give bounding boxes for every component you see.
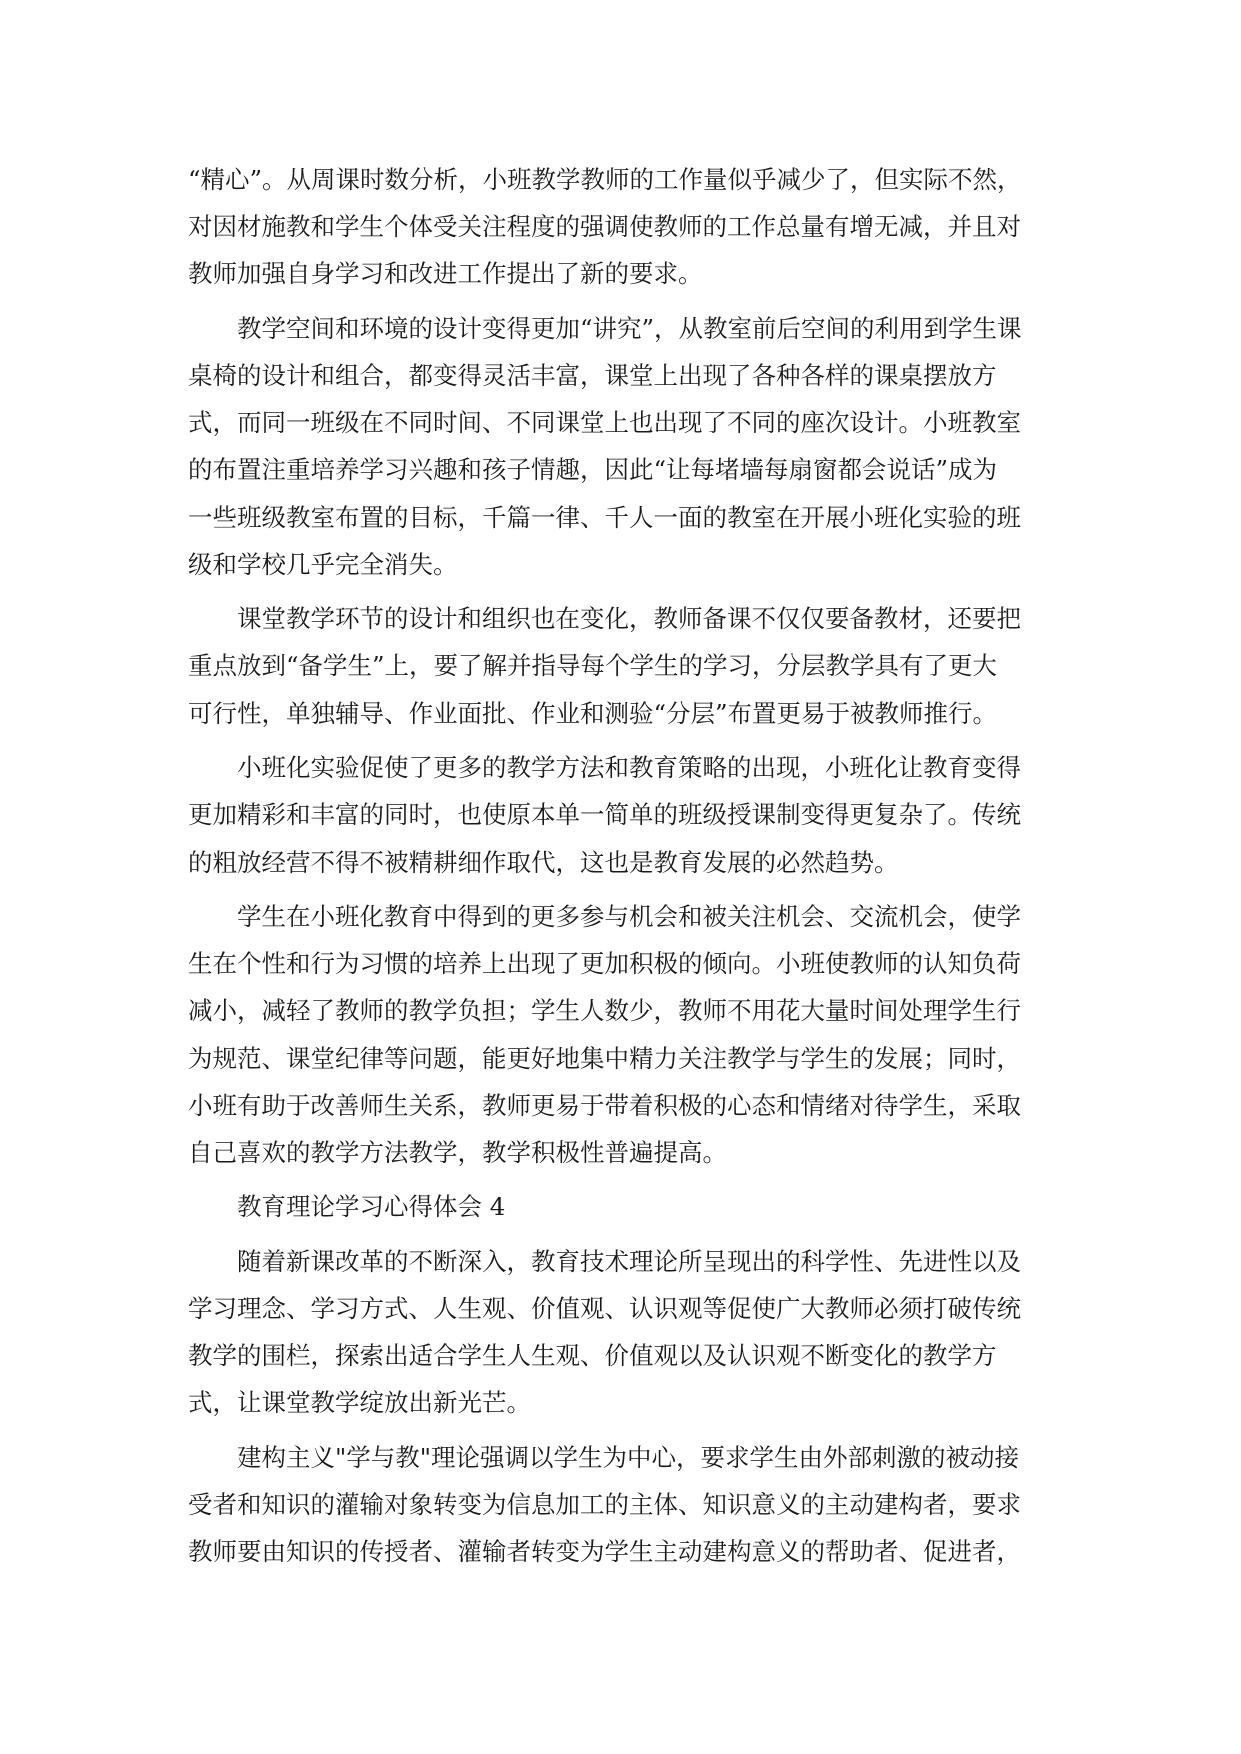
text-line: 的粗放经营不得不被精耕细作取代，这也是教育发展的必然趋势。 — [188, 847, 899, 877]
text-line: 教师加强自身学习和改进工作提出了新的要求。 — [188, 259, 703, 289]
text-line: 随着新课改革的不断深入，教育技术理论所呈现出的科学性、先进性以及 — [237, 1246, 1021, 1276]
paragraph — [188, 305, 1060, 588]
text-line: 教学空间和环境的设计变得更加“讲究”，从教室前后空间的利用到学生课 — [237, 313, 1022, 343]
paragraph — [188, 893, 1060, 1176]
text-line: 减小，减轻了教师的教学负担；学生人数少，教师不用花大量时间处理学生行 — [188, 996, 1021, 1026]
text-line: 学习理念、学习方式、人生观、价值观、认识观等促使广大教师必须打破传统 — [188, 1294, 1021, 1324]
text-line: 自己喜欢的教学方法教学，教学积极性普遍提高。 — [188, 1137, 727, 1167]
text-line: 式，让课堂教学绽放出新光芒。 — [188, 1388, 531, 1418]
paragraph — [188, 744, 1060, 886]
section-heading — [188, 1183, 1060, 1230]
text-line: 小班有助于改善师生关系，教师更易于带着积极的心态和情绪对待学生，采取 — [188, 1090, 1021, 1120]
text-line: 级和学校几乎完全消失。 — [188, 549, 458, 579]
paragraph — [188, 1434, 1060, 1576]
text-line: 课堂教学环节的设计和组织也在变化，教师备课不仅仅要备教材，还要把 — [237, 604, 1021, 634]
text-line: 教学的围栏，探索出适合学生人生观、价值观以及认识观不断变化的教学方 — [188, 1341, 997, 1371]
paragraph — [188, 595, 1060, 737]
text-line: “精心”。从周课时数分析，小班教学教师的工作量似乎减少了，但实际不然， — [188, 165, 1022, 194]
text-line: 生在个性和行为习惯的培养上出现了更加积极的倾向。小班使教师的认知负荷 — [188, 949, 1021, 979]
text-line: 更加精彩和丰富的同时，也使原本单一简单的班级授课制变得更复杂了。传统 — [188, 800, 1021, 830]
heading-text: 教育理论学习心得体会 4 — [237, 1192, 506, 1222]
text-line: 桌椅的设计和组合，都变得灵活丰富，课堂上出现了各种各样的课桌摆放方 — [188, 361, 997, 391]
text-line: 重点放到“备学生”上，要了解并指导每个学生的学习，分层教学具有了更大 — [188, 651, 998, 681]
text-line: 的布置注重培养学习兴趣和孩子情趣，因此“让每堵墙每扇窗都会说话”成为 — [188, 455, 998, 485]
document-body — [188, 156, 1060, 1576]
text-line: 建构主义"学与教"理论强调以学生为中心，要求学生由外部刺激的被动接 — [237, 1442, 1020, 1472]
text-line: 受者和知识的灌输对象转变为信息加工的主体、知识意义的主动建构者，要求 — [188, 1490, 1021, 1520]
text-line: 学生在小班化教育中得到的更多参与机会和被关注机会、交流机会，使学 — [237, 902, 1021, 931]
paragraph-continuation — [188, 156, 1060, 298]
paragraph — [188, 1238, 1060, 1427]
text-line: 为规范、课堂纪律等问题，能更好地集中精力关注教学与学生的发展；同时， — [188, 1043, 1021, 1073]
text-line: 教师要由知识的传授者、灌输者转变为学生主动建构意义的帮助者、促进者， — [188, 1537, 1021, 1567]
text-line: 小班化实验促使了更多的教学方法和教育策略的出现，小班化让教育变得 — [237, 753, 1021, 783]
text-line: 式，而同一班级在不同时间、不同课堂上也出现了不同的座次设计。小班教室 — [188, 408, 1021, 438]
text-line: 一些班级教室布置的目标，千篇一律、千人一面的教室在开展小班化实验的班 — [188, 502, 1021, 532]
text-line: 可行性，单独辅导、作业面批、作业和测验“分层”布置更易于被教师推行。 — [188, 698, 998, 728]
text-line: 对因材施教和学生个体受关注程度的强调使教师的工作总量有增无减，并且对 — [188, 212, 1021, 242]
